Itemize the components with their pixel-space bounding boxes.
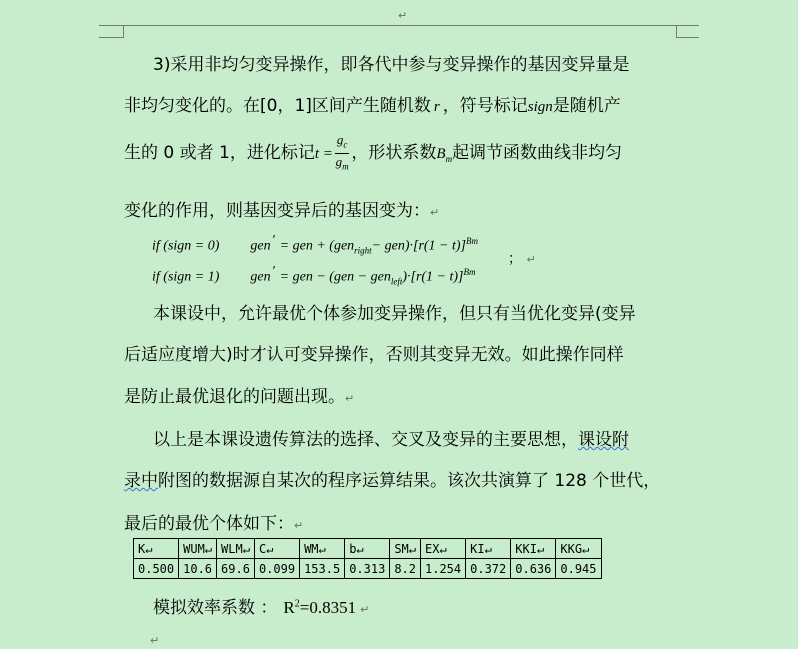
para1-line1: 3)采用非均匀变异操作，即各代中参与变异操作的基因变异量是 <box>153 55 630 75</box>
table-value-cell: 0.500 <box>134 559 179 579</box>
frac-numerator-sub: c <box>343 139 348 150</box>
para2-line3: 是防止最优退化的问题出现。↵ <box>124 387 355 407</box>
table-value-cell: 0.099 <box>254 559 299 579</box>
table-value-cell: 153.5 <box>300 559 345 579</box>
table-header-cell: KKG↵ <box>556 539 601 559</box>
para3-line1-underlined: 课设附 <box>578 430 629 450</box>
para1-line3-text-c: 起调节函数曲线非均匀 <box>452 143 623 164</box>
table-value-cell: 10.6 <box>179 559 217 579</box>
crop-mark-left-h <box>99 37 124 38</box>
var-r: r <box>433 99 440 115</box>
crop-mark-right-v <box>676 25 677 38</box>
efficiency-label: 模拟效率系数 ： <box>153 598 278 618</box>
gc-over-gm-fraction <box>335 132 350 174</box>
table-header-cell: C↵ <box>254 539 299 559</box>
para3-line1-text: 以上是本课设遗传算法的选择、交叉及变异的主要思想， <box>153 430 578 450</box>
para3-line1 <box>153 425 629 450</box>
table-header-cell: K↵ <box>134 539 179 559</box>
optimal-individual-table <box>133 538 602 579</box>
para1-line3 <box>124 132 622 174</box>
paragraph-mark: ↵ <box>526 253 536 266</box>
t-equals: t = <box>314 146 333 163</box>
para1-line2 <box>124 91 621 116</box>
frac-denominator: g <box>335 153 343 169</box>
para1-line4: 变化的作用，则基因变异后的基因变为：↵ <box>124 201 440 221</box>
formula2-exponent: Bm <box>463 267 476 277</box>
para1-line3-text-b: ，形状系数 <box>351 143 437 164</box>
header-paragraph-mark: ↵ <box>398 9 408 22</box>
frac-numerator: g <box>336 132 344 147</box>
paragraph-mark: ↵ <box>294 519 304 532</box>
para2-line1: 本课设中，允许最优个体参加变异操作，但只有当优化变异(变异 <box>153 304 636 324</box>
paragraph-mark: ↵ <box>360 603 370 616</box>
formula2-rhs-b: )·[r(1 − t)] <box>402 269 464 285</box>
formula2-condition: if (sign = 1) <box>152 269 220 285</box>
para3-line2-underlined: 录中 <box>124 471 158 491</box>
formula-semicolon: ； ↵ <box>508 251 536 267</box>
table-value-cell: 0.945 <box>556 559 601 579</box>
para1-line2-text-c: 是随机产 <box>552 96 621 116</box>
crop-mark-left-v <box>123 25 124 38</box>
formula2-sub-left: left <box>390 276 403 287</box>
formula1-rhs-a: = gen + (gen <box>279 238 355 254</box>
efficiency-value: $R^2=0.8351$ <box>283 598 357 617</box>
para3-line2-text: 附图的数据源自某次的程序运算结果。该次共演算了 128 个世代， <box>158 471 661 491</box>
table-header-cell: WM↵ <box>300 539 345 559</box>
efficiency-line <box>153 593 369 618</box>
crop-mark-right-h <box>676 37 699 38</box>
paragraph-mark: ↵ <box>430 206 440 219</box>
table-header-cell: SM↵ <box>390 539 421 559</box>
para1-line3-text-a: 生的 0 或者 1，进化标记 <box>124 143 315 164</box>
formula1-sub-right: right <box>354 245 372 256</box>
formula1-rhs-b: − gen)·[r(1 − t)] <box>371 238 467 254</box>
table-header-cell: EX↵ <box>421 539 466 559</box>
var-Bm: $B_m$ <box>436 146 453 165</box>
table-value-row <box>134 559 602 579</box>
para1-line2-text-a: 非均匀变化的。在[0，1]区间产生随机数 <box>124 96 431 116</box>
table-value-cell: 0.372 <box>466 559 511 579</box>
table-value-cell: 0.313 <box>345 559 390 579</box>
formula2-lhs: gen <box>250 269 271 285</box>
table-header-cell: b↵ <box>345 539 390 559</box>
table-header-cell: KI↵ <box>466 539 511 559</box>
header-rule <box>99 25 699 26</box>
table-header-cell: KKI↵ <box>511 539 556 559</box>
table-header-cell: WLM↵ <box>217 539 255 559</box>
paragraph-mark: ↵ <box>345 392 355 405</box>
trailing-paragraph-mark: ↵ <box>150 634 160 647</box>
table-value-cell: 0.636 <box>511 559 556 579</box>
para2-line2: 后适应度增大)时才认可变异操作，否则其变异无效。如此操作同样 <box>124 345 624 365</box>
para3-line3: 最后的最优个体如下：↵ <box>124 514 304 534</box>
formula-line2 <box>152 264 476 286</box>
frac-denominator-sub: m <box>342 161 349 172</box>
formula1-exponent: Bm <box>466 236 479 246</box>
table-header-cell: WUM↵ <box>179 539 217 559</box>
formula1-prime: ′ <box>272 233 276 248</box>
table-value-cell: 1.254 <box>421 559 466 579</box>
var-sign: sign <box>527 99 553 115</box>
para3-line2 <box>124 466 660 491</box>
table-header-row <box>134 539 602 559</box>
formula1-lhs: gen <box>250 238 271 254</box>
formula2-rhs-a: = gen − (gen − gen <box>279 269 391 285</box>
formula1-condition: if (sign = 0) <box>152 238 220 254</box>
formula2-prime: ′ <box>272 264 276 279</box>
formula-line1 <box>152 233 478 255</box>
table-value-cell: 8.2 <box>390 559 421 579</box>
para1-line2-text-b: ，符号标记 <box>442 96 528 116</box>
table-value-cell: 69.6 <box>217 559 255 579</box>
